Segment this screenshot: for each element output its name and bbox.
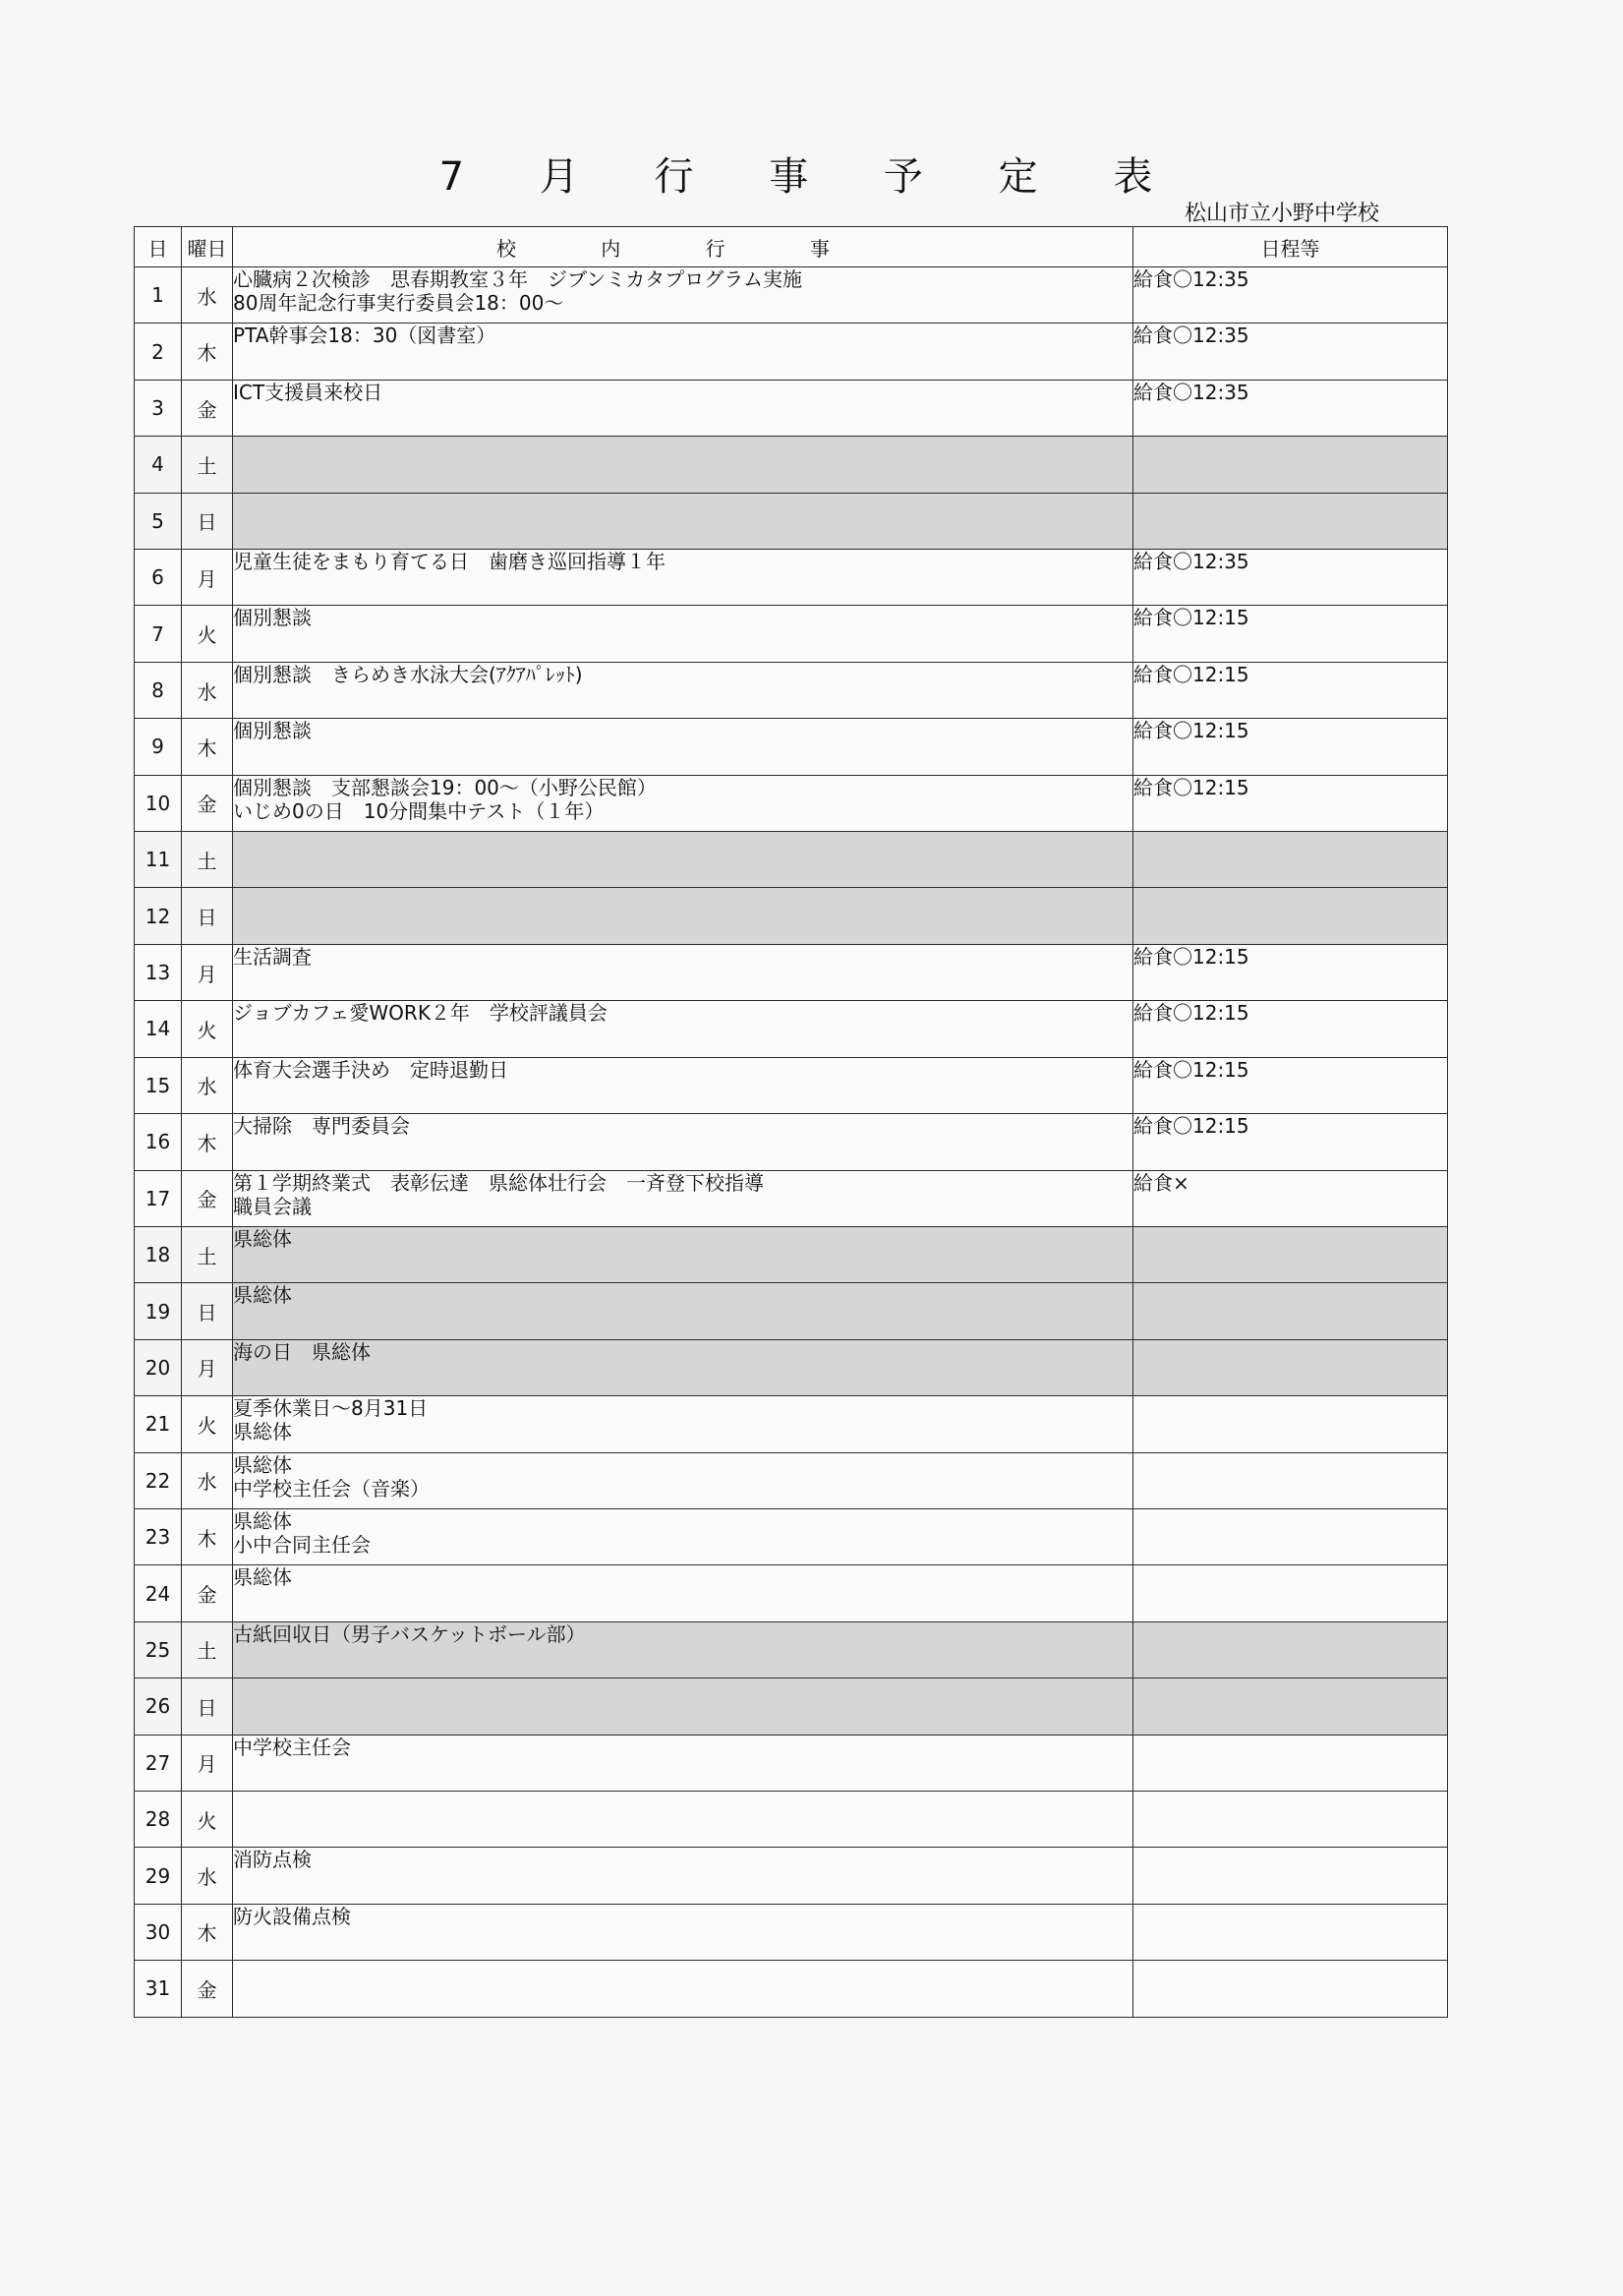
table-row	[135, 1508, 1448, 1564]
events-cell: 心臓病２次検診 思春期教室３年 ジブンミカタプログラム実施 80周年記念行事実行委員会18：00～	[233, 267, 1133, 324]
schedule-table	[134, 226, 1448, 2018]
day-cell: 22	[135, 1452, 182, 1508]
weekday-cell: 金	[182, 1170, 233, 1226]
weekday-cell: 土	[182, 437, 233, 493]
table-row	[135, 493, 1448, 549]
table-row	[135, 1339, 1448, 1395]
notes-cell: 給食〇12:15	[1133, 1001, 1448, 1057]
weekday-cell: 火	[182, 1001, 233, 1057]
day-cell: 12	[135, 888, 182, 944]
notes-cell: 給食〇12:15	[1133, 1057, 1448, 1113]
table-row	[135, 1452, 1448, 1508]
weekday-cell: 木	[182, 1904, 233, 1960]
table-row	[135, 1904, 1448, 1960]
weekday-cell: 水	[182, 662, 233, 718]
events-cell	[233, 1791, 1133, 1847]
notes-cell	[1133, 1961, 1448, 2017]
day-cell: 3	[135, 380, 182, 436]
weekday-cell: 水	[182, 1848, 233, 1904]
notes-cell	[1133, 437, 1448, 493]
weekday-cell: 金	[182, 1565, 233, 1621]
header-notes: 日程等	[1133, 227, 1448, 267]
events-cell: 防火設備点検	[233, 1904, 1133, 1960]
table-row	[135, 380, 1448, 436]
notes-cell	[1133, 1621, 1448, 1678]
notes-cell: 給食〇12:15	[1133, 719, 1448, 775]
header-events: 校 内 行 事	[233, 227, 1133, 267]
day-cell: 2	[135, 324, 182, 380]
events-cell: 海の日 県総体	[233, 1339, 1133, 1395]
notes-cell: 給食〇12:15	[1133, 775, 1448, 831]
day-cell: 13	[135, 944, 182, 1000]
page-title: 7 月 行 事 予 定 表	[438, 154, 1185, 200]
header-day: 日	[135, 227, 182, 267]
day-cell: 21	[135, 1396, 182, 1452]
weekday-cell: 日	[182, 1678, 233, 1735]
notes-cell	[1133, 1339, 1448, 1395]
table-row	[135, 267, 1448, 324]
header-dow: 曜日	[182, 227, 233, 267]
weekday-cell: 日	[182, 493, 233, 549]
events-cell: 古紙回収日（男子バスケットボール部）	[233, 1621, 1133, 1678]
day-cell: 28	[135, 1791, 182, 1847]
day-cell: 30	[135, 1904, 182, 1960]
table-row	[135, 719, 1448, 775]
notes-cell	[1133, 832, 1448, 888]
events-cell	[233, 832, 1133, 888]
day-cell: 9	[135, 719, 182, 775]
day-cell: 27	[135, 1735, 182, 1791]
school-name: 松山市立小野中学校	[1184, 202, 1379, 226]
table-row	[135, 1226, 1448, 1282]
notes-cell	[1133, 1735, 1448, 1791]
table-row	[135, 1848, 1448, 1904]
day-cell: 19	[135, 1283, 182, 1339]
table-row	[135, 1791, 1448, 1847]
notes-cell	[1133, 1848, 1448, 1904]
day-cell: 1	[135, 267, 182, 324]
notes-cell	[1133, 1791, 1448, 1847]
table-row	[135, 944, 1448, 1000]
weekday-cell: 金	[182, 380, 233, 436]
weekday-cell: 火	[182, 1791, 233, 1847]
day-cell: 18	[135, 1226, 182, 1282]
notes-cell	[1133, 1904, 1448, 1960]
day-cell: 26	[135, 1678, 182, 1735]
events-cell	[233, 1961, 1133, 2017]
notes-cell: 給食〇12:15	[1133, 944, 1448, 1000]
events-cell: 個別懇談	[233, 719, 1133, 775]
weekday-cell: 水	[182, 1452, 233, 1508]
notes-cell	[1133, 888, 1448, 944]
weekday-cell: 日	[182, 888, 233, 944]
table-row	[135, 1565, 1448, 1621]
weekday-cell: 月	[182, 1339, 233, 1395]
events-cell: 中学校主任会	[233, 1735, 1133, 1791]
table-row	[135, 1735, 1448, 1791]
day-cell: 20	[135, 1339, 182, 1395]
table-row	[135, 1961, 1448, 2017]
day-cell: 10	[135, 775, 182, 831]
weekday-cell: 火	[182, 606, 233, 662]
events-cell: 県総体	[233, 1283, 1133, 1339]
weekday-cell: 金	[182, 775, 233, 831]
weekday-cell: 土	[182, 832, 233, 888]
events-cell: 県総体 小中合同主任会	[233, 1508, 1133, 1564]
events-cell: 夏季休業日～8月31日 県総体	[233, 1396, 1133, 1452]
day-cell: 4	[135, 437, 182, 493]
day-cell: 25	[135, 1621, 182, 1678]
table-row	[135, 1283, 1448, 1339]
weekday-cell: 水	[182, 1057, 233, 1113]
notes-cell	[1133, 1396, 1448, 1452]
events-cell: 体育大会選手決め 定時退勤日	[233, 1057, 1133, 1113]
table-row	[135, 662, 1448, 718]
events-cell: 県総体	[233, 1565, 1133, 1621]
day-cell: 8	[135, 662, 182, 718]
weekday-cell: 水	[182, 267, 233, 324]
notes-cell: 給食〇12:15	[1133, 662, 1448, 718]
events-cell	[233, 493, 1133, 549]
notes-cell	[1133, 1565, 1448, 1621]
day-cell: 15	[135, 1057, 182, 1113]
weekday-cell: 木	[182, 719, 233, 775]
notes-cell: 給食〇12:35	[1133, 267, 1448, 324]
schedule-body	[135, 267, 1448, 2018]
table-row	[135, 1396, 1448, 1452]
day-cell: 29	[135, 1848, 182, 1904]
table-row	[135, 888, 1448, 944]
weekday-cell: 火	[182, 1396, 233, 1452]
events-cell	[233, 437, 1133, 493]
notes-cell: 給食〇12:15	[1133, 1114, 1448, 1170]
weekday-cell: 木	[182, 1114, 233, 1170]
notes-cell: 給食×	[1133, 1170, 1448, 1226]
weekday-cell: 月	[182, 1735, 233, 1791]
weekday-cell: 金	[182, 1961, 233, 2017]
weekday-cell: 木	[182, 324, 233, 380]
table-row	[135, 550, 1448, 606]
day-cell: 7	[135, 606, 182, 662]
notes-cell: 給食〇12:15	[1133, 606, 1448, 662]
day-cell: 14	[135, 1001, 182, 1057]
table-row	[135, 832, 1448, 888]
table-row	[135, 1170, 1448, 1226]
table-row	[135, 775, 1448, 831]
events-cell: 個別懇談 きらめき水泳大会(ｱｸｱﾊﾟﾚｯﾄ)	[233, 662, 1133, 718]
weekday-cell: 月	[182, 944, 233, 1000]
day-cell: 24	[135, 1565, 182, 1621]
events-cell: 児童生徒をまもり育てる日 歯磨き巡回指導１年	[233, 550, 1133, 606]
events-cell: 生活調査	[233, 944, 1133, 1000]
events-cell: PTA幹事会18：30（図書室）	[233, 324, 1133, 380]
notes-cell	[1133, 1283, 1448, 1339]
events-cell: 第１学期終業式 表彰伝達 県総体壮行会 一斉登下校指導 職員会議	[233, 1170, 1133, 1226]
events-cell	[233, 1678, 1133, 1735]
notes-cell	[1133, 1452, 1448, 1508]
notes-cell: 給食〇12:35	[1133, 380, 1448, 436]
events-cell: ジョブカフェ愛WORK２年 学校評議員会	[233, 1001, 1133, 1057]
events-cell: ICT支援員来校日	[233, 380, 1133, 436]
weekday-cell: 土	[182, 1226, 233, 1282]
notes-cell	[1133, 1508, 1448, 1564]
table-row	[135, 324, 1448, 380]
notes-cell	[1133, 1678, 1448, 1735]
table-row	[135, 606, 1448, 662]
weekday-cell: 木	[182, 1508, 233, 1564]
events-cell: 個別懇談 支部懇談会19：00～（小野公民館） いじめ0の日 10分間集中テスト（１年）	[233, 775, 1133, 831]
table-row	[135, 437, 1448, 493]
events-cell: 消防点検	[233, 1848, 1133, 1904]
weekday-cell: 日	[182, 1283, 233, 1339]
table-row	[135, 1621, 1448, 1678]
weekday-cell: 月	[182, 550, 233, 606]
events-cell: 県総体	[233, 1226, 1133, 1282]
notes-cell	[1133, 1226, 1448, 1282]
day-cell: 31	[135, 1961, 182, 2017]
header-row	[135, 227, 1448, 267]
day-cell: 16	[135, 1114, 182, 1170]
notes-cell: 給食〇12:35	[1133, 550, 1448, 606]
events-cell: 個別懇談	[233, 606, 1133, 662]
day-cell: 6	[135, 550, 182, 606]
events-cell: 県総体 中学校主任会（音楽）	[233, 1452, 1133, 1508]
notes-cell: 給食〇12:35	[1133, 324, 1448, 380]
day-cell: 11	[135, 832, 182, 888]
notes-cell	[1133, 493, 1448, 549]
day-cell: 17	[135, 1170, 182, 1226]
table-row	[135, 1001, 1448, 1057]
table-row	[135, 1678, 1448, 1735]
table-row	[135, 1114, 1448, 1170]
weekday-cell: 土	[182, 1621, 233, 1678]
events-cell: 大掃除 専門委員会	[233, 1114, 1133, 1170]
table-row	[135, 1057, 1448, 1113]
events-cell	[233, 888, 1133, 944]
day-cell: 23	[135, 1508, 182, 1564]
day-cell: 5	[135, 493, 182, 549]
